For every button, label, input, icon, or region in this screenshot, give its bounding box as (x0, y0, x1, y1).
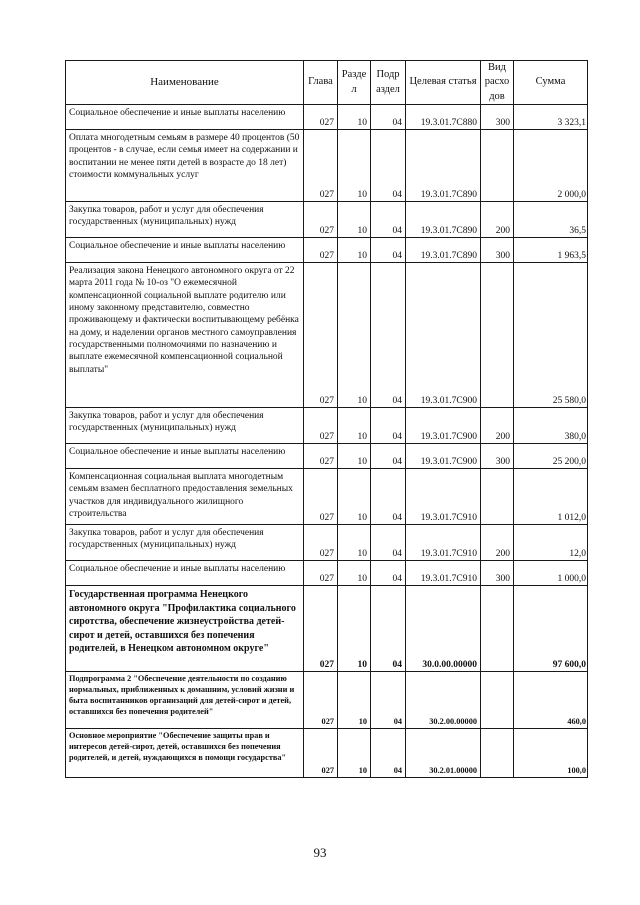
cell-target: 30.0.00.00000 (406, 586, 481, 672)
cell-amount: 3 323,1 (514, 105, 588, 130)
table-row (66, 238, 588, 263)
table-row (66, 729, 588, 778)
cell-section: 10 (338, 238, 371, 263)
cell-name: Социальное обеспечение и иные выплаты населению (66, 105, 304, 130)
cell-section: 10 (338, 525, 371, 561)
cell-chapter: 027 (304, 105, 338, 130)
table-row (66, 444, 588, 469)
cell-section: 10 (338, 444, 371, 469)
cell-amount: 100,0 (514, 729, 588, 778)
cell-target: 19.3.01.7С910 (406, 469, 481, 525)
cell-expense-type: 200 (481, 408, 514, 444)
cell-expense-type (481, 130, 514, 202)
cell-subsection: 04 (371, 263, 406, 408)
cell-amount: 380,0 (514, 408, 588, 444)
cell-subsection: 04 (371, 444, 406, 469)
header-subsection: Подр аздел (371, 61, 406, 105)
cell-expense-type (481, 672, 514, 729)
header-section: Разде л (338, 61, 371, 105)
cell-subsection: 04 (371, 202, 406, 238)
header-chapter: Глава (304, 61, 338, 105)
table-row (66, 130, 588, 202)
cell-name: Закупка товаров, работ и услуг для обеспечения государственных (муниципальных) нужд (66, 408, 304, 444)
cell-name: Социальное обеспечение и иные выплаты населению (66, 561, 304, 586)
cell-expense-type (481, 263, 514, 408)
cell-expense-type: 300 (481, 561, 514, 586)
cell-target: 30.2.01.00000 (406, 729, 481, 778)
cell-amount: 36,5 (514, 202, 588, 238)
cell-chapter: 027 (304, 408, 338, 444)
table-row (66, 105, 588, 130)
cell-chapter: 027 (304, 469, 338, 525)
cell-target: 19.3.01.7С890 (406, 130, 481, 202)
cell-expense-type: 300 (481, 105, 514, 130)
cell-target: 19.3.01.7С910 (406, 525, 481, 561)
header-target: Целевая статья (406, 61, 481, 105)
cell-expense-type (481, 586, 514, 672)
cell-subsection: 04 (371, 561, 406, 586)
cell-target: 30.2.00.00000 (406, 672, 481, 729)
cell-expense-type (481, 729, 514, 778)
cell-name: Социальное обеспечение и иные выплаты населению (66, 444, 304, 469)
cell-amount: 1 963,5 (514, 238, 588, 263)
cell-target: 19.3.01.7С910 (406, 561, 481, 586)
cell-chapter: 027 (304, 561, 338, 586)
table-row (66, 408, 588, 444)
cell-subsection: 04 (371, 130, 406, 202)
cell-expense-type: 200 (481, 202, 514, 238)
cell-name: Закупка товаров, работ и услуг для обеспечения государственных (муниципальных) нужд (66, 202, 304, 238)
cell-chapter: 027 (304, 238, 338, 263)
cell-section: 10 (338, 105, 371, 130)
table-row (66, 469, 588, 525)
cell-target: 19.3.01.7С900 (406, 408, 481, 444)
cell-section: 10 (338, 586, 371, 672)
cell-amount: 97 600,0 (514, 586, 588, 672)
table-row (66, 263, 588, 408)
cell-amount: 460,0 (514, 672, 588, 729)
header-name: Наименование (66, 61, 304, 105)
header-amount: Сумма (514, 61, 588, 105)
cell-expense-type: 200 (481, 525, 514, 561)
cell-name: Компенсационная социальная выплата многодетным семьям взамен бесплатного предоставления земельных участков для индивидуального жилищного строительства (66, 469, 304, 525)
cell-name: Оплата многодетным семьям в размере 40 процентов (50 процентов - в случае, если семья имеет на содержании и воспитании не менее пяти детей в возрасте до 18 лет) стоимости коммунальных услуг (66, 130, 304, 202)
cell-name: Социальное обеспечение и иные выплаты населению (66, 238, 304, 263)
cell-section: 10 (338, 202, 371, 238)
cell-chapter: 027 (304, 263, 338, 408)
cell-amount: 1 012,0 (514, 469, 588, 525)
cell-chapter: 027 (304, 586, 338, 672)
cell-subsection: 04 (371, 672, 406, 729)
cell-subsection: 04 (371, 586, 406, 672)
cell-target: 19.3.01.7С890 (406, 202, 481, 238)
cell-amount: 25 200,0 (514, 444, 588, 469)
cell-expense-type: 300 (481, 444, 514, 469)
page-number: 93 (313, 845, 327, 860)
table-row (66, 586, 588, 672)
cell-chapter: 027 (304, 130, 338, 202)
cell-expense-type: 300 (481, 238, 514, 263)
cell-amount: 1 000,0 (514, 561, 588, 586)
cell-section: 10 (338, 672, 371, 729)
cell-name: Основное мероприятие "Обеспечение защиты прав и интересов детей-сирот, детей, оставшихся без попечения родителей, и детей, нуждающихся в помощи государства" (66, 729, 304, 778)
header-row (66, 61, 588, 105)
cell-chapter: 027 (304, 672, 338, 729)
cell-chapter: 027 (304, 202, 338, 238)
table-header (66, 61, 588, 105)
table-body (66, 105, 588, 778)
cell-target: 19.3.01.7С890 (406, 238, 481, 263)
cell-section: 10 (338, 263, 371, 408)
budget-table (65, 60, 588, 778)
cell-section: 10 (338, 130, 371, 202)
cell-subsection: 04 (371, 238, 406, 263)
cell-subsection: 04 (371, 525, 406, 561)
table-row (66, 202, 588, 238)
cell-subsection: 04 (371, 408, 406, 444)
cell-section: 10 (338, 729, 371, 778)
cell-section: 10 (338, 561, 371, 586)
cell-subsection: 04 (371, 469, 406, 525)
cell-target: 19.3.01.7С900 (406, 444, 481, 469)
cell-expense-type (481, 469, 514, 525)
header-expense-type: Вид расхо дов (481, 61, 514, 105)
table-row (66, 672, 588, 729)
cell-chapter: 027 (304, 525, 338, 561)
cell-name: Реализация закона Ненецкого автономного округа от 22 марта 2011 года № 10-оз "О ежемесячной компенсационной социальной выплате родителю или иному законному представителю, совместно проживающему и фактически воспитывающему ребёнка на дому, и наделении органов местного самоуправления государственными полномочиями по назначению и выплате ежемесячной компенсационной социальной выплаты" (66, 263, 304, 408)
table-row (66, 525, 588, 561)
table-row (66, 561, 588, 586)
cell-target: 19.3.01.7С900 (406, 263, 481, 408)
cell-target: 19.3.01.7С880 (406, 105, 481, 130)
cell-section: 10 (338, 469, 371, 525)
cell-chapter: 027 (304, 444, 338, 469)
cell-name: Государственная программа Ненецкого автономного округа "Профилактика социального сиротства, обеспечение жизнеустройства детей-сирот и детей, оставшихся без попечения родителей, в Ненецком автономном округе" (66, 586, 304, 672)
cell-amount: 25 580,0 (514, 263, 588, 408)
cell-subsection: 04 (371, 729, 406, 778)
cell-name: Подпрограмма 2 "Обеспечение деятельности по созданию нормальных, приближенных к домашним, условий жизни и быта воспитанников организаций для детей-сирот и детей, оставшихся без попечения родителей" (66, 672, 304, 729)
cell-name: Закупка товаров, работ и услуг для обеспечения государственных (муниципальных) нужд (66, 525, 304, 561)
cell-amount: 12,0 (514, 525, 588, 561)
cell-subsection: 04 (371, 105, 406, 130)
cell-amount: 2 000,0 (514, 130, 588, 202)
cell-section: 10 (338, 408, 371, 444)
cell-chapter: 027 (304, 729, 338, 778)
